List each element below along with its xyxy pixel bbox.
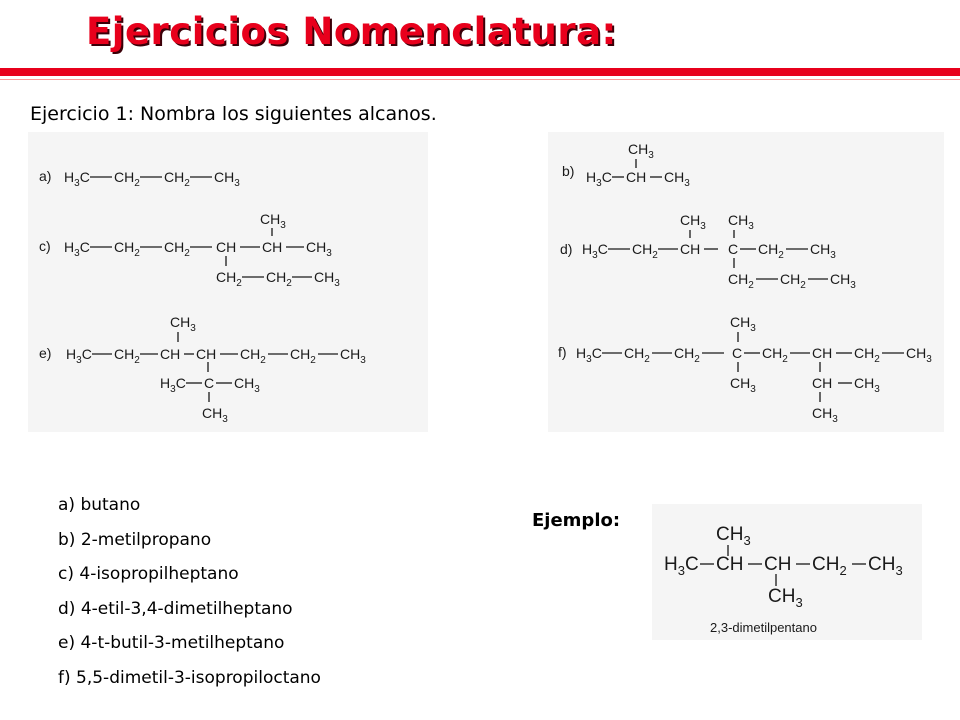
structure-d-label: d) xyxy=(560,241,573,257)
structure-c xyxy=(39,211,340,289)
svg-text:CH2: $CH_2$ xyxy=(114,169,140,189)
svg-text:CH2: $CH_2$ xyxy=(812,554,847,578)
svg-text:CH2: $CH_2$ xyxy=(114,239,140,259)
svg-text:CH2: $CH_2$ xyxy=(762,345,788,365)
svg-text:CH2: $CH_2$ xyxy=(854,345,880,365)
answer-b: b) 2-metilpropano xyxy=(58,529,212,550)
svg-text:CH2: $CH_2$ xyxy=(758,241,784,261)
svg-text:CH2: $CH_2$ xyxy=(216,269,242,289)
title-divider xyxy=(0,68,960,76)
svg-text:H3C: $H_3C$ xyxy=(160,375,186,395)
example-name: 2,3-dimetilpentano xyxy=(710,620,817,635)
answer-c: c) 4-isopropilheptano xyxy=(58,564,239,584)
svg-text:CH2: $CH_2$ xyxy=(674,345,700,365)
svg-text:CH3: $CH_3$ xyxy=(628,141,654,161)
svg-text:CH: CH xyxy=(196,346,217,362)
svg-text:CH2: $CH_2$ xyxy=(266,269,292,289)
structure-b-label: b) xyxy=(562,163,575,179)
structure-f-label: f) xyxy=(558,344,567,360)
svg-text:CH3: $CH_3$ xyxy=(260,211,286,231)
svg-text:H3C: $H_3C$ xyxy=(582,241,608,261)
svg-text:CH2: $CH_2$ xyxy=(114,346,140,366)
svg-text:CH2: $CH_2$ xyxy=(728,271,754,291)
svg-text:CH2: $CH_2$ xyxy=(290,346,316,366)
svg-text:C: C xyxy=(204,375,215,391)
svg-text:CH3: $CH_3$ xyxy=(314,269,340,289)
structure-f xyxy=(558,314,932,425)
svg-text:H3C: $H_3C$ xyxy=(586,169,612,189)
svg-text:H3C: $H_3C$ xyxy=(66,346,92,366)
svg-text:CH3: $CH_3$ xyxy=(768,586,803,610)
svg-text:CH3: $CH_3$ xyxy=(812,405,838,425)
svg-text:CH3: $CH_3$ xyxy=(214,169,240,189)
svg-text:CH3: $CH_3$ xyxy=(730,314,756,334)
svg-text:CH2: $CH_2$ xyxy=(780,271,806,291)
svg-text:CH3: $CH_3$ xyxy=(234,375,260,395)
svg-text:CH: CH xyxy=(216,239,237,255)
svg-text:CH3: $CH_3$ xyxy=(306,239,332,259)
structures-panel-left xyxy=(28,132,428,432)
svg-text:CH: CH xyxy=(262,239,283,255)
svg-text:CH3: $CH_3$ xyxy=(830,271,856,291)
answer-a: a) butano xyxy=(58,495,141,515)
answer-d: d) 4-etil-3,4-dimetilheptano xyxy=(58,598,293,619)
title-divider-thin xyxy=(0,79,960,80)
slide-title: Ejercicios Nomenclatura: xyxy=(86,10,617,53)
structures-left-svg xyxy=(28,132,428,432)
svg-text:H3C: $H_3C$ xyxy=(64,169,90,189)
structures-right-svg xyxy=(548,132,944,432)
svg-text:H3C: $H_3C$ xyxy=(576,345,602,365)
svg-text:C: C xyxy=(732,345,743,361)
svg-text:CH3: $CH_3$ xyxy=(906,345,932,365)
svg-text:CH3: $CH_3$ xyxy=(202,405,228,425)
svg-text:CH: CH xyxy=(680,241,701,257)
svg-text:CH3: $CH_3$ xyxy=(728,212,754,232)
structure-e xyxy=(39,314,366,425)
structure-b xyxy=(562,141,690,189)
svg-text:CH: CH xyxy=(812,375,833,391)
svg-text:CH2: $CH_2$ xyxy=(164,169,190,189)
structure-e-label: e) xyxy=(39,345,52,361)
svg-text:H3C: $H_3C$ xyxy=(64,239,90,259)
structure-a-label: a) xyxy=(39,168,52,184)
answers-list xyxy=(58,488,321,695)
svg-text:CH3: $CH_3$ xyxy=(664,169,690,189)
svg-text:CH3: $CH_3$ xyxy=(716,524,751,548)
structures-panel-right xyxy=(548,132,944,432)
example-structure xyxy=(664,524,903,610)
structure-d xyxy=(560,212,856,291)
svg-text:CH: CH xyxy=(764,554,792,575)
example-panel xyxy=(652,504,922,640)
svg-text:CH3: $CH_3$ xyxy=(730,375,756,395)
svg-text:CH2: $CH_2$ xyxy=(164,239,190,259)
svg-text:CH: CH xyxy=(160,346,181,362)
svg-text:CH: CH xyxy=(716,554,744,575)
svg-text:CH3: $CH_3$ xyxy=(680,212,706,232)
svg-text:CH3: $CH_3$ xyxy=(868,554,903,578)
svg-text:C: C xyxy=(728,241,739,257)
svg-text:CH2: $CH_2$ xyxy=(632,241,658,261)
exercise-instruction: Ejercicio 1: Nombra los siguientes alcanos. xyxy=(30,103,437,125)
svg-text:CH3: $CH_3$ xyxy=(340,346,366,366)
svg-text:CH2: $CH_2$ xyxy=(240,346,266,366)
svg-text:H3C: $H_3C$ xyxy=(664,554,699,578)
answer-f: f) 5,5-dimetil-3-isopropiloctano xyxy=(58,667,321,688)
svg-text:CH3: $CH_3$ xyxy=(854,375,880,395)
svg-text:CH3: $CH_3$ xyxy=(810,241,836,261)
svg-text:CH: CH xyxy=(626,169,647,185)
svg-text:CH: CH xyxy=(812,345,833,361)
structure-a xyxy=(39,168,240,189)
svg-text:CH2: $CH_2$ xyxy=(624,345,650,365)
example-structure-svg xyxy=(652,504,922,640)
structure-c-label: c) xyxy=(39,238,51,254)
svg-text:CH3: $CH_3$ xyxy=(170,314,196,334)
example-heading: Ejemplo: xyxy=(532,510,621,531)
answer-e: e) 4-t-butil-3-metilheptano xyxy=(58,633,285,653)
